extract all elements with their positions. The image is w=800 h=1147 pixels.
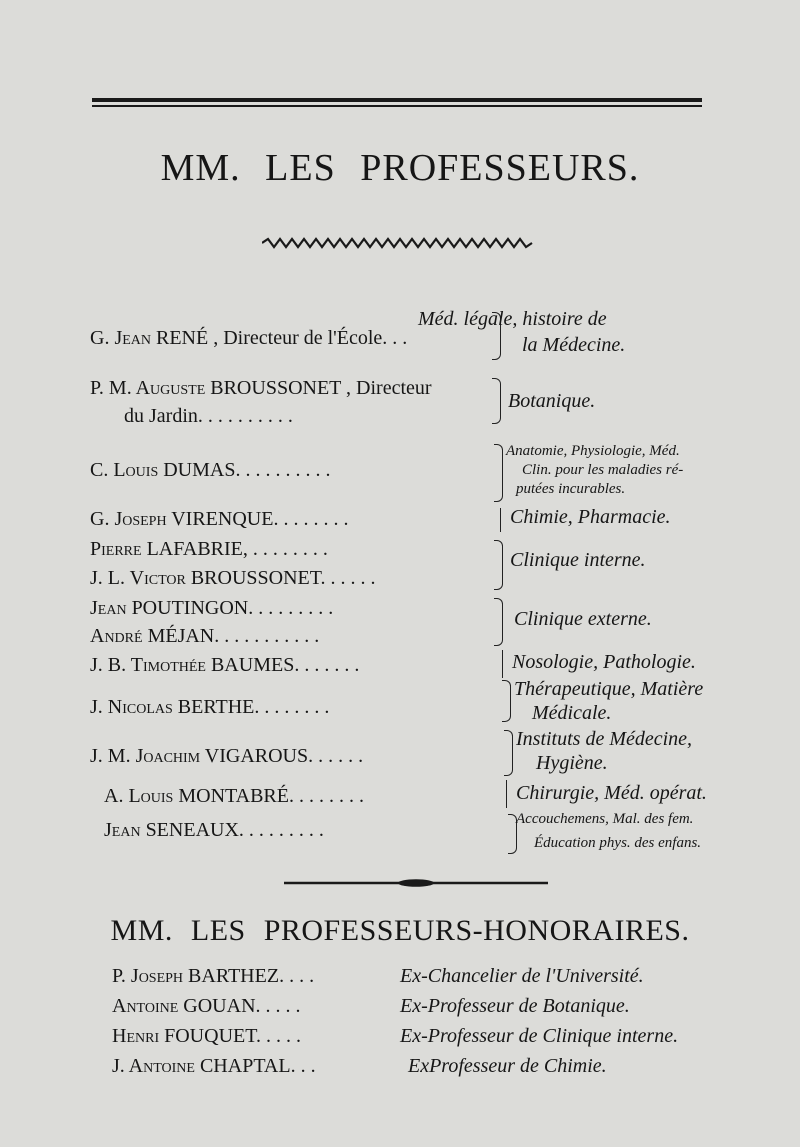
subject-line: Thérapeutique, Matière — [514, 678, 704, 700]
professor-last-name: BAUMES — [210, 654, 295, 676]
professor-first-name: P. M. Auguste — [90, 377, 206, 399]
brace — [494, 444, 503, 502]
professor-last-name: BROUSSONET — [210, 377, 342, 399]
professor-last-name: VIRENQUE — [171, 508, 274, 530]
honorary-first-name: Henri — [112, 1025, 160, 1047]
professor-title-dots: . . . . . . — [320, 567, 376, 589]
brace — [502, 680, 511, 722]
honorary-row — [112, 964, 732, 988]
professor-first-name: J. L. Victor — [90, 567, 186, 589]
subject-bar — [500, 508, 501, 532]
professor-last-name: LAFABRIE — [146, 538, 243, 560]
professor-last-name: MÉJAN — [147, 625, 215, 647]
document-page: MM. LES PROFESSEURS. G. Jean RENÉ , Directeur de l'École. . . Méd. légale, histoire de la Médecine. P. M. Auguste BROUSSONET , Directeur du Jardin. . . . . . . . . . Botanique. C. Louis DUMAS. . . . . . . . . . Anatomie, Physiologie, Méd. Clin. pour les maladies ré- putées incurables. G. Joseph VIRENQUE. . . . . . . . Chimie, Pharmacie. Pierre LAFABRIE, . . . . . . . . J. L. Victor BROUSSONET. . . . . . Clinique interne. Jean POUTINGON. . . . . . . . . André MÉJAN. . . . . . . . . . . Clinique externe. J. B. Timothée BAUMES. . . . . . . Nosologie, Pathologie. J. Nicolas BERTHE. . . . . . . . Thérapeutique, Matière Médicale. J. M. Joachim VIGAROUS. . . . . . Instituts de Médecine, Hygiène. A. Louis MONTABRÉ. . . . . . . . Chirurgie, Méd. opérat. Jean SENEAUX. . . . . . . . . Accouchemens, Mal. des fem. Éducation phys. des enfans. MM. LES PROFESSEURS-HONORAIRES. P. Joseph BARTHEZ. . . . Ex-Chancelier de l'Université. Antoine GOUAN. . . . . Ex-Professeur de Botanique. Henri FOUQUET. . . . . Ex-Professeur de Clinique interne. J. Antoine CHAPTAL. . . ExProfesseur de Chimie. — [0, 0, 800, 1147]
honorary-last-name: GOUAN — [183, 995, 256, 1017]
brace — [494, 540, 503, 590]
honorary-first-name: Antoine — [112, 995, 179, 1017]
professor-first-name: J. Nicolas — [90, 696, 173, 718]
professor-title-dots: . . . . . . — [308, 745, 364, 767]
professor-title-dots: . . . . . . . . — [273, 508, 349, 530]
professor-last-name: BROUSSONET — [190, 567, 321, 589]
subject-line: Médicale. — [532, 702, 612, 724]
subject-line: Clinique externe. — [514, 608, 652, 630]
professor-first-name: Jean — [90, 597, 127, 619]
honorary-row — [112, 994, 732, 1018]
honorary-dots: . . . . . — [255, 1025, 301, 1047]
honorary-first-name: J. Antoine — [112, 1055, 195, 1077]
honorary-role: Ex-Chancelier de l'Université. — [400, 965, 644, 987]
professor-title-dots: . . . . . . . . — [288, 785, 364, 807]
professor-first-name: J. M. Joachim — [90, 745, 201, 767]
professor-title-dots: . . . . . . . — [294, 654, 360, 676]
professor-title-dots: . . . . . . . . . . . — [214, 625, 320, 647]
top-rule — [92, 98, 702, 107]
subject-line: la Médecine. — [522, 334, 626, 356]
subject-bar — [506, 780, 507, 808]
professor-title-dots: , Directeur de l'École. . . — [208, 327, 408, 349]
honorary-dots: . . . — [290, 1055, 316, 1077]
subject-line: Chimie, Pharmacie. — [510, 506, 671, 528]
professor-last-name: BERTHE — [177, 696, 255, 718]
honorary-row — [112, 1024, 732, 1048]
honorary-dots: . . . . — [279, 965, 315, 987]
professor-first-name: Pierre — [90, 538, 142, 560]
subject-bar — [502, 650, 503, 678]
honorary-last-name: CHAPTAL — [199, 1055, 291, 1077]
honorary-first-name: P. Joseph — [112, 965, 184, 987]
professor-last-name: MONTABRÉ — [178, 785, 289, 807]
subject-line: Méd. légale, histoire de — [418, 308, 607, 330]
subject-line: Clin. pour les maladies ré- — [522, 462, 684, 478]
brace — [504, 730, 513, 776]
subject-line: Anatomie, Physiologie, Méd. — [506, 443, 680, 459]
professor-last-name: DUMAS — [163, 459, 236, 481]
subject-line: Hygiène. — [536, 752, 608, 774]
professor-last-name: POUTINGON — [131, 597, 249, 619]
subject-line: Éducation phys. des enfans. — [534, 835, 702, 851]
honorary-role: ExProfesseur de Chimie. — [408, 1055, 607, 1077]
professor-first-name: A. Louis — [104, 785, 174, 807]
honorary-dots: . . . . . — [255, 995, 301, 1017]
professor-first-name: C. Louis — [90, 459, 159, 481]
professor-first-name: G. Joseph — [90, 508, 167, 530]
professor-title-dots: . . . . . . . . — [254, 696, 330, 718]
page-title: MM. LES PROFESSEURS. — [160, 147, 640, 189]
subject-line: Nosologie, Pathologie. — [512, 651, 696, 673]
professor-title-dots: . . . . . . . . . — [248, 597, 334, 619]
professor-title-dots: , . . . . . . . . — [242, 538, 328, 560]
honorary-last-name: FOUQUET — [164, 1025, 256, 1047]
honorary-role: Ex-Professeur de Botanique. — [400, 995, 630, 1017]
professor-first-name: G. Jean — [90, 327, 151, 349]
professor-first-name: André — [90, 625, 143, 647]
professor-first-name: J. B. Timothée — [90, 654, 206, 676]
brace — [492, 378, 501, 424]
ornamental-rule — [284, 878, 548, 888]
professor-title-dots: . . . . . . . . . — [238, 819, 324, 841]
professor-last-name: VIGAROUS — [204, 745, 309, 767]
professor-first-name: Jean — [104, 819, 141, 841]
professor-title-dots: . . . . . . . . . . — [235, 459, 331, 481]
subject-line: Botanique. — [508, 390, 596, 412]
honorary-role: Ex-Professeur de Clinique interne. — [400, 1025, 679, 1047]
brace — [494, 598, 503, 646]
subject-line: putées incurables. — [516, 481, 626, 497]
professor-last-name: SENEAUX — [145, 819, 239, 841]
subject-line: Instituts de Médecine, — [516, 728, 693, 750]
honorary-row — [112, 1054, 732, 1078]
zigzag-ornament — [262, 237, 534, 249]
professor-title-dots: , Directeur — [341, 377, 432, 399]
honorary-last-name: BARTHEZ — [188, 965, 280, 987]
subject-line: Accouchemens, Mal. des fem. — [516, 811, 694, 827]
subject-line: Clinique interne. — [510, 549, 646, 571]
honorary-title: MM. LES PROFESSEURS-HONORAIRES. — [110, 914, 690, 947]
subject-line: Chirurgie, Méd. opérat. — [516, 782, 707, 804]
professor-last-name: RENÉ — [156, 327, 209, 349]
